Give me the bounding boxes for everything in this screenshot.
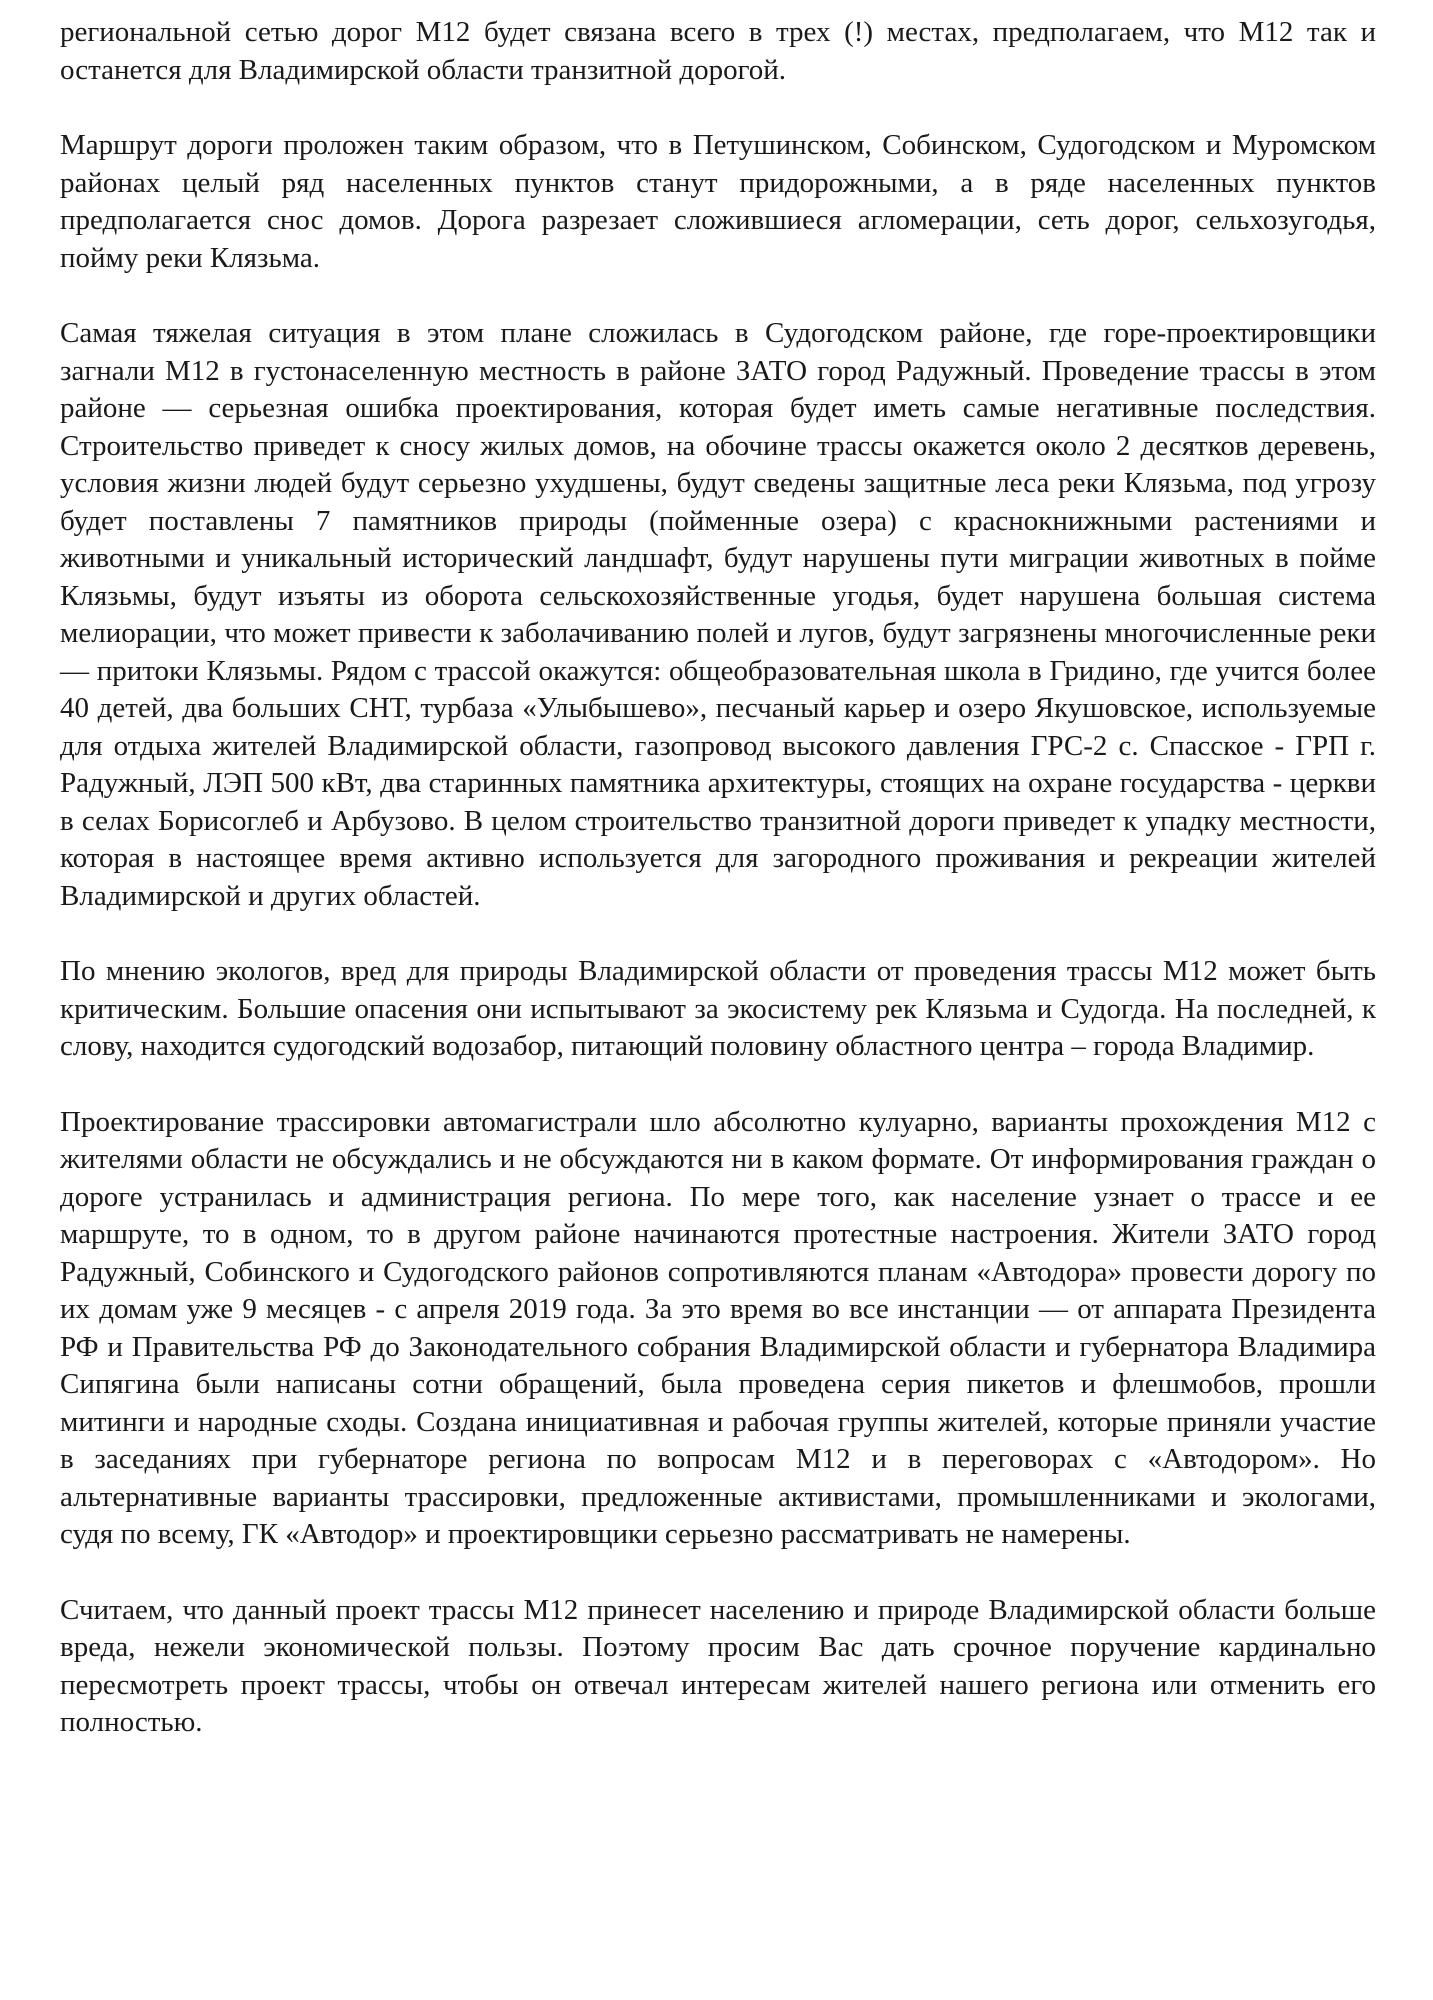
document-body bbox=[60, 14, 1376, 1780]
paragraph-sudogda-district: Самая тяжелая ситуация в этом плане сложилась в Судогодском районе, где горе-проектировщики загнали М12 в густонаселенную местность в районе ЗАТО город Радужный. Проведение трассы в этом районе — серьезная ошибка проектирования, которая будет иметь самые негативные последствия. Строительство приведет к сносу жилых домов, на обочине трассы окажется около 2 десятков деревень, условия жизни людей будут серьезно ухудшены, будут сведены защитные леса реки Клязьма, под угрозу будет поставлены 7 памятников природы (пойменные озера) с краснокнижными растениями и животными и уникальный исторический ландшафт, будут нарушены пути миграции животных в пойме Клязьмы, будут изъяты из оборота сельскохозяйственные угодья, будет нарушена большая система мелиорации, что может привести к заболачиванию полей и лугов, будут загрязнены многочисленные реки — притоки Клязьмы. Рядом с трассой окажутся: общеобразовательная школа в Гридино, где учится более 40 детей, два больших СНТ, турбаза «Улыбышево», песчаный карьер и озеро Якушовское, используемые для отдыха жителей Владимирской области, газопровод высокого давления ГРС-2 с. Спасское - ГРП г. Радужный, ЛЭП 500 кВт, два старинных памятника архитектуры, стоящих на охране государства - церкви в селах Борисоглеб и Арбузово. В целом строительство транзитной дороги приведет к упадку местности, которая в настоящее время активно используется для загородного проживания и рекреации жителей Владимирской и других областей. bbox=[60, 317, 1376, 912]
paragraph-request: Считаем, что данный проект трассы М12 принесет населению и природе Владимирской области больше вреда, нежели экономической пользы. Поэтому просим Вас дать срочное поручение кардинально пересмотреть проект трассы, чтобы он отвечал интересам жителей нашего региона или отменить его полностью. bbox=[60, 1593, 1376, 1738]
paragraph-route-description: Маршрут дороги проложен таким образом, что в Петушинском, Собинском, Судогодском и Муромском районах целый ряд населенных пунктов станут придорожными, а в ряде населенных пунктов предполагается снос домов. Дорога разрезает сложившиеся агломерации, сеть дорог, сельхозугодья, пойму реки Клязьма. bbox=[60, 129, 1376, 274]
paragraph-ecologists-opinion: По мнению экологов, вред для природы Владимирской области от проведения трассы М12 может быть критическим. Большие опасения они испытывают за экосистему рек Клязьма и Судогда. На последней, к слову, находится судогодский водозабор, питающий половину областного центра – города Владимир. bbox=[60, 955, 1376, 1062]
paragraph-design-process: Проектирование трассировки автомагистрали шло абсолютно кулуарно, варианты прохождения М12 с жителями области не обсуждались и не обсуждаются ни в каком формате. От информирования граждан о дороге устранилась и администрация региона. По мере того, как население узнает о трассе и ее маршруте, то в одном, то в другом районе начинаются протестные настроения. Жители ЗАТО город Радужный, Собинского и Судогодского районов сопротивляются планам «Автодора» провести дорогу по их домам уже 9 месяцев - с апреля 2019 года. За это время во все инстанции — от аппарата Президента РФ и Правительства РФ до Законодательного собрания Владимирской области и губернатора Владимира Сипягина были написаны сотни обращений, была проведена серия пикетов и флешмобов, прошли митинги и народные сходы. Создана инициативная и рабочая группы жителей, которые приняли участие в заседаниях при губернаторе региона по вопросам М12 и в переговорах с «Автодором». Но альтернативные варианты трассировки, предложенные активистами, промышленниками и экологами, судя по всему, ГК «Автодор» и проектировщики серьезно рассматривать не намерены. bbox=[60, 1105, 1376, 1550]
paragraph-intro-continuation: региональной сетью дорог М12 будет связана всего в трех (!) местах, предполагаем, что М12 так и останется для Владимирской области транзитной дорогой. bbox=[60, 16, 1376, 86]
